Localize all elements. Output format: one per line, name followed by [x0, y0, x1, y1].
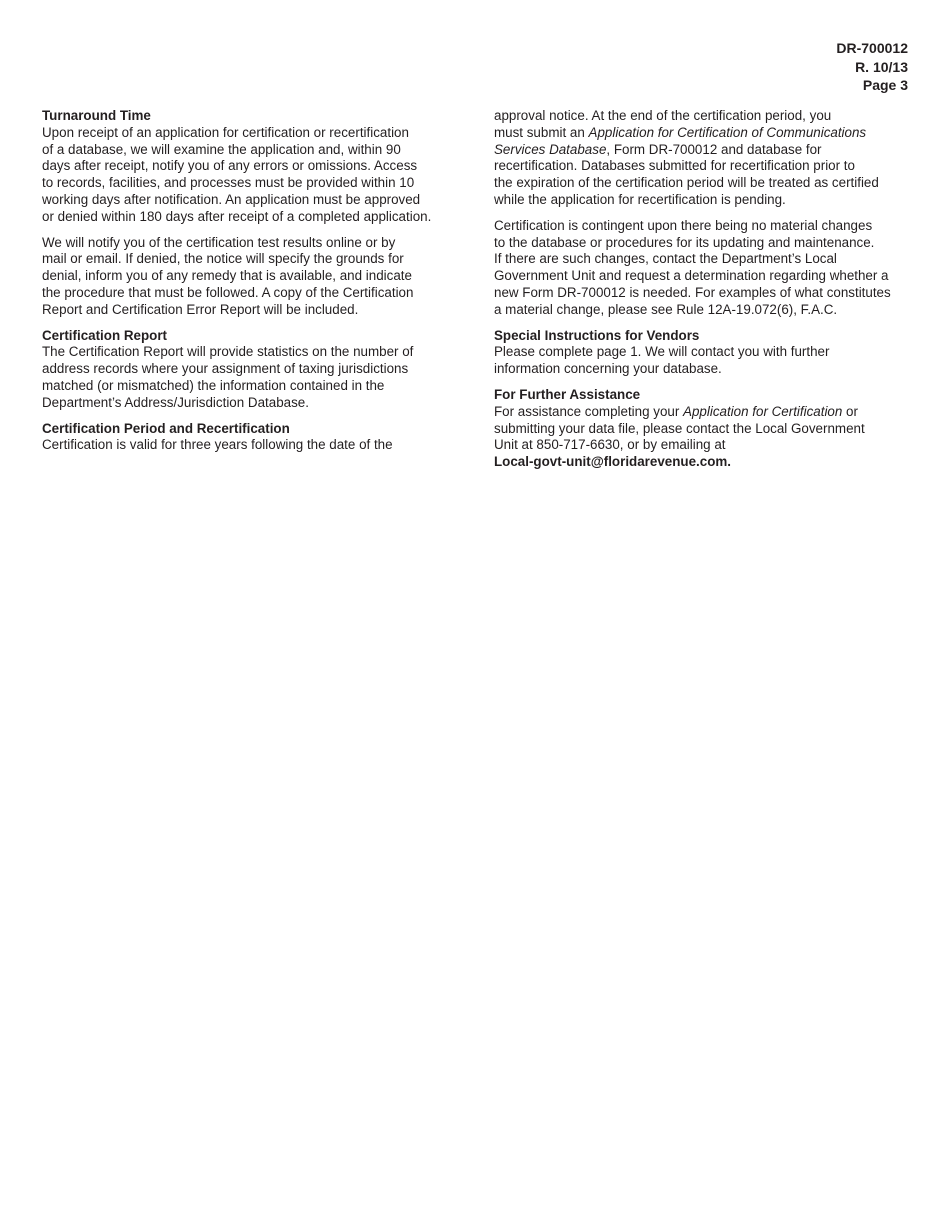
body-line: the expiration of the certification period will be treated as certified [494, 175, 879, 191]
text-run: must submit an [494, 124, 589, 140]
body-line: address records where your assignment of taxing jurisdictions [42, 361, 409, 377]
left-column [42, 108, 467, 454]
body-line: or denied within 180 days after receipt of a completed application. [42, 208, 432, 224]
certification-report-heading: Certification Report [42, 327, 167, 343]
text-run: or [842, 403, 858, 419]
body-line: information concerning your database. [494, 361, 722, 377]
assistance-section [494, 387, 919, 471]
body-line: matched (or mismatched) the information contained in the [42, 377, 385, 393]
body-line: submitting your data file, please contact the Local Government [494, 420, 865, 436]
body-line: Certification is contingent upon there being no material changes [494, 217, 873, 233]
certification-period-continued [494, 108, 919, 209]
notify-paragraph [42, 235, 467, 319]
application-title-italic: Application for Certification of Communications [588, 124, 867, 140]
body-line: denial, inform you of any remedy that is available, and indicate [42, 268, 412, 284]
body-line: Certification is valid for three years following the date of the [42, 437, 393, 453]
body-line [494, 125, 919, 142]
application-title-italic: Application for Certification [683, 403, 843, 419]
form-number: DR-700012 [836, 40, 908, 56]
text-run: For assistance completing your [494, 403, 684, 419]
body-line [494, 404, 919, 421]
body-line: to records, facilities, and processes must be provided within 10 [42, 175, 415, 191]
body-line: to the database or procedures for its updating and maintenance. [494, 234, 875, 250]
turnaround-heading: Turnaround Time [42, 108, 151, 123]
body-line: working days after notification. An application must be approved [42, 191, 421, 207]
body-line: new Form DR-700012 is needed. For examples of what constitutes [494, 284, 891, 300]
certification-period-heading: Certification Period and Recertification [42, 420, 290, 436]
page-number: Page 3 [862, 77, 908, 93]
certification-period-section [42, 421, 467, 455]
contingent-paragraph [494, 218, 919, 319]
text-run: , Form DR-700012 and database for [606, 141, 822, 157]
body-line: Government Unit and request a determination regarding whether a [494, 268, 889, 284]
body-line: Report and Certification Error Report will be included. [42, 301, 359, 317]
form-revision: R. 10/13 [855, 58, 908, 75]
contact-email: Local-govt-unit@floridarevenue.com. [494, 454, 732, 470]
body-line: of a database, we will examine the application and, within 90 [42, 141, 401, 157]
body-line: The Certification Report will provide statistics on the number of [42, 344, 414, 360]
turnaround-section [42, 108, 467, 226]
body-line: the procedure that must be followed. A copy of the Certification [42, 284, 414, 300]
right-column [494, 108, 919, 471]
body-line: Department’s Address/Jurisdiction Database. [42, 394, 309, 410]
body-line: We will notify you of the certification test results online or by [42, 234, 396, 250]
body-line: recertification. Databases submitted for recertification prior to [494, 158, 855, 174]
body-line: Upon receipt of an application for certification or recertification [42, 124, 409, 140]
form-header [836, 39, 908, 95]
body-line: a material change, please see Rule 12A-19.072(6), F.A.C. [494, 301, 838, 317]
certification-report-section [42, 328, 467, 412]
body-line: Please complete page 1. We will contact you with further [494, 344, 830, 360]
body-line: Unit at 850-717-6630, or by emailing at [494, 437, 726, 453]
body-line: If there are such changes, contact the Department’s Local [494, 251, 837, 267]
body-line: mail or email. If denied, the notice will specify the grounds for [42, 251, 404, 267]
body-line: days after receipt, notify you of any errors or omissions. Access [42, 158, 418, 174]
body-line [494, 142, 919, 159]
application-title-italic: Services Database [494, 141, 607, 157]
vendors-section [494, 328, 919, 378]
body-line: approval notice. At the end of the certification period, you [494, 108, 832, 123]
body-line: while the application for recertification is pending. [494, 191, 786, 207]
assistance-heading: For Further Assistance [494, 386, 641, 402]
vendors-heading: Special Instructions for Vendors [494, 327, 700, 343]
